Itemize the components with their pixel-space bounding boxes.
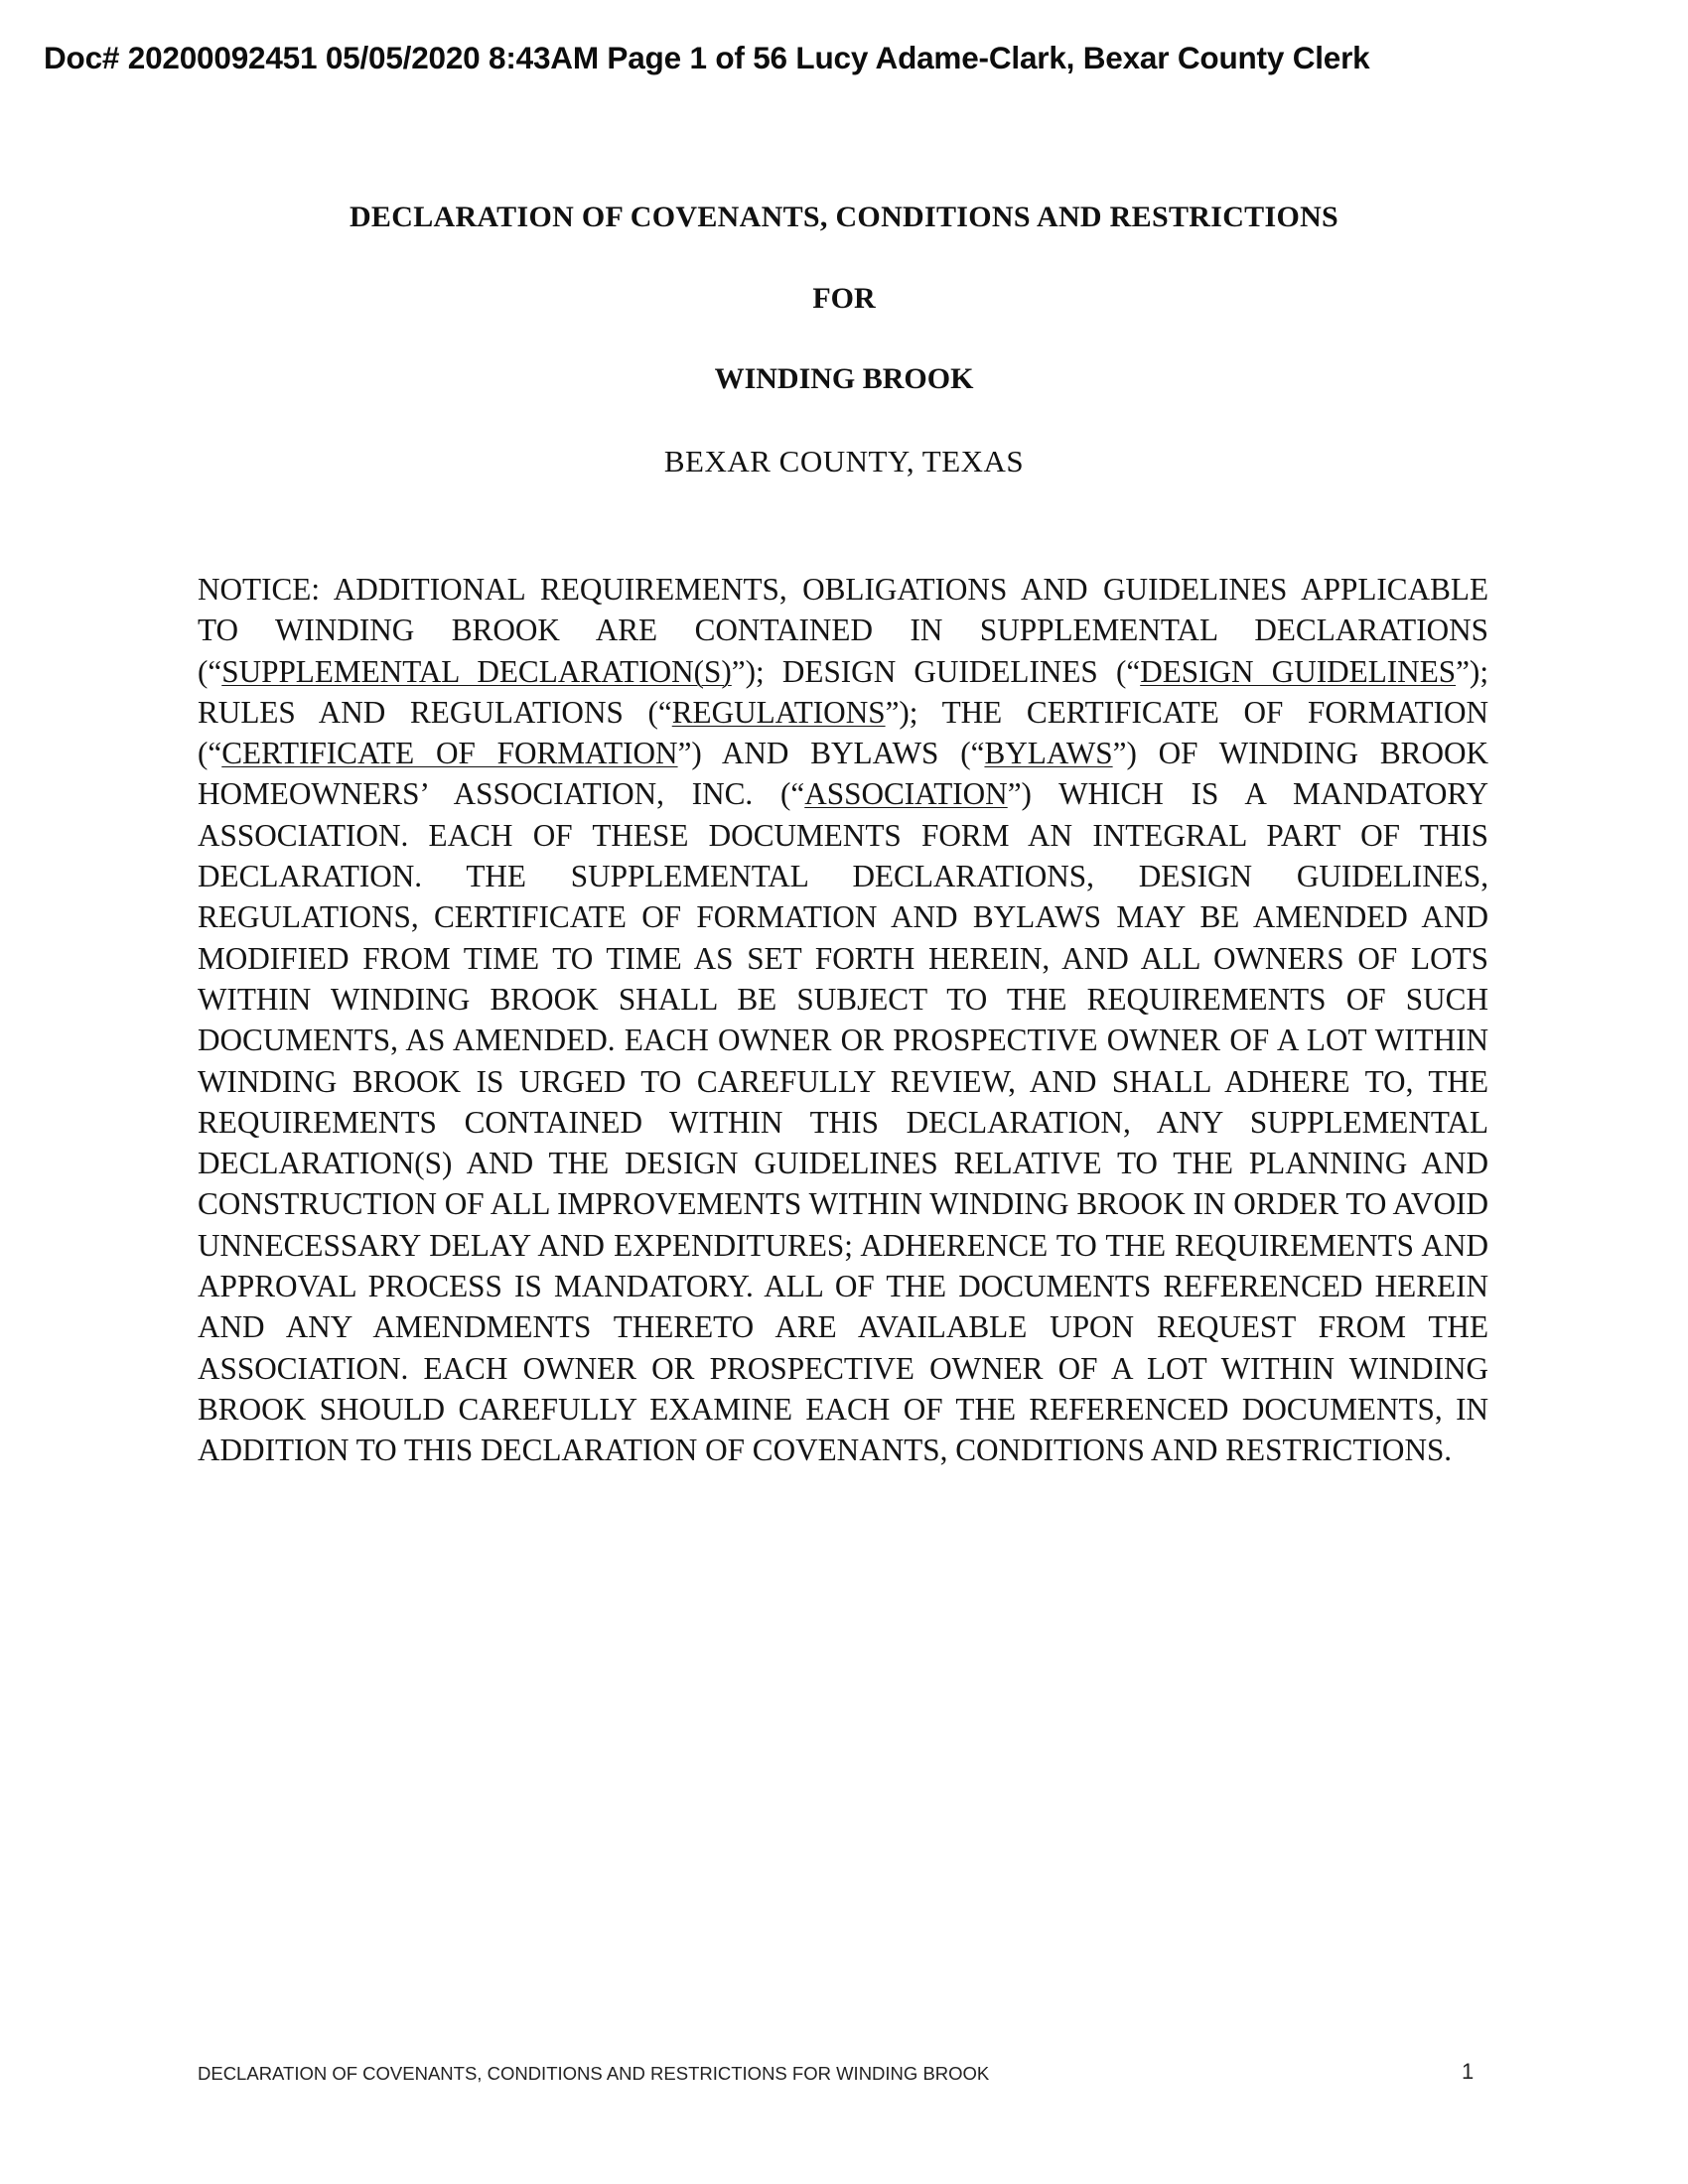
term-association: ASSOCIATION <box>804 776 1008 812</box>
page-footer: DECLARATION OF COVENANTS, CONDITIONS AND RESTRICTIONS FOR WINDING BROOK <box>198 2063 990 2084</box>
recording-stamp: Doc# 20200092451 05/05/2020 8:43AM Page 1 of 56 Lucy Adame-Clark, Bexar County Clerk <box>44 40 1370 75</box>
subdivision-name: WINDING BROOK <box>714 362 974 395</box>
term-regulations: REGULATIONS <box>671 694 886 730</box>
notice-text: NOTICE: ADDITIONAL REQUIREMENTS, OBLIGATIONS AND GUIDELINES APPLICABLE TO WINDING BROOK ARE CONTAINED IN SUPPLEMENTAL DECLARATIONS (“ <box>198 572 1488 689</box>
title-for: FOR <box>812 282 876 315</box>
notice-text: ”); DESIGN GUIDELINES (“ <box>731 653 1141 689</box>
notice-text: ”); THE CERTIFICATE OF FORMATION (“ <box>198 694 1488 771</box>
county-state: BEXAR COUNTY, TEXAS <box>663 444 1025 478</box>
notice-text: ”) OF WINDING BROOK HOMEOWNERS’ ASSOCIATION, INC. (“ <box>198 736 1489 812</box>
notice-paragraph <box>198 569 1488 1471</box>
term-supplemental-declarations: SUPPLEMENTAL DECLARATION(S) <box>221 653 732 689</box>
document-title: DECLARATION OF COVENANTS, CONDITIONS AND RESTRICTIONS <box>349 201 1339 233</box>
term-bylaws: BYLAWS <box>984 736 1113 771</box>
notice-text: ”); RULES AND REGULATIONS (“ <box>198 653 1488 730</box>
term-design-guidelines: DESIGN GUIDELINES <box>1140 653 1457 689</box>
page-number: 1 <box>1462 2059 1475 2084</box>
notice-text: ”) WHICH IS A MANDATORY ASSOCIATION. EACH OF THESE DOCUMENTS FORM AN INTEGRAL PART OF THIS DECLARATION. THE SUPPLEMENTAL DECLARATIONS, DESIGN GUIDELINES, REGULATIONS, CERTIFICATE OF FORMATION AND BYLAWS MAY BE AMENDED AND MODIFIED FROM TIME TO TIME AS SET FORTH HEREIN, AND ALL OWNERS OF LOTS WITHIN WINDING BROOK SHALL BE SUBJECT TO THE REQUIREMENTS OF SUCH DOCUMENTS, AS AMENDED. EACH OWNER OR PROSPECTIVE OWNER OF A LOT WITHIN WINDING BROOK IS URGED TO CAREFULLY REVIEW, AND SHALL ADHERE TO, THE REQUIREMENTS CONTAINED WITHIN THIS DECLARATION, ANY SUPPLEMENTAL DECLARATION(S) AND THE DESIGN GUIDELINES RELATIVE TO THE PLANNING AND CONSTRUCTION OF ALL IMPROVEMENTS WITHIN WINDING BROOK IN ORDER TO AVOID UNNECESSARY DELAY AND EXPENDITURES; ADHERENCE TO THE REQUIREMENTS AND APPROVAL PROCESS IS MANDATORY. ALL OF THE DOCUMENTS REFERENCED HEREIN AND ANY AMENDMENTS THERETO ARE AVAILABLE UPON REQUEST FROM THE ASSOCIATION. EACH OWNER OR PROSPECTIVE OWNER OF A LOT WITHIN WINDING BROOK SHOULD CAREFULLY EXAMINE EACH OF THE REFERENCED DOCUMENTS, IN ADDITION TO THIS DECLARATION OF COVENANTS, CONDITIONS AND RESTRICTIONS. <box>198 776 1488 1468</box>
term-certificate-of-formation: CERTIFICATE OF FORMATION <box>221 736 678 771</box>
notice-text: ”) AND BYLAWS (“ <box>677 736 985 771</box>
